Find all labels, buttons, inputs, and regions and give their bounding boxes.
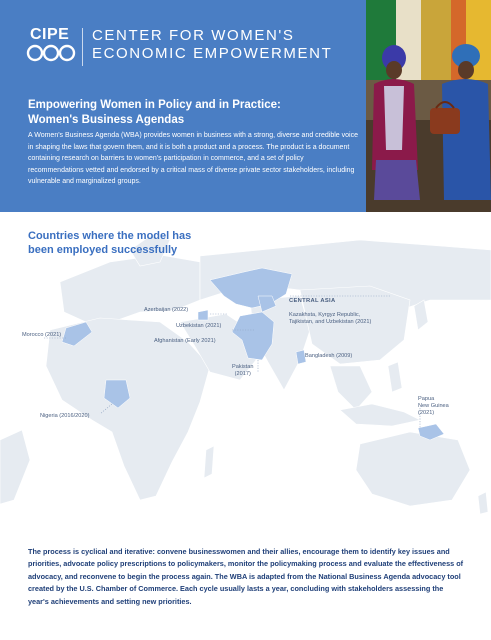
hero-body-text: A Women's Business Agenda (WBA) provides women in business with a strong, diverse and credible voice in shaping the laws that govern them, and it is both a product and a process. The product is a document containing research on barriers to women's participation in commerce, and a set of policy recommendations vetted and endorsed by a critical mass of diverse private sector stakeholders, including vulnerable and marginalized groups. [28, 132, 358, 186]
map-title-line2: been employed successfully [28, 244, 178, 256]
map-africa [46, 318, 210, 500]
label-pakistan [232, 364, 253, 378]
label-uzbekistan: Uzbekistan (2021) [176, 323, 222, 329]
organization-name [92, 27, 372, 63]
label-morocco: Morocco (2021) [22, 332, 62, 338]
map-title-line1: Countries where the model has [28, 230, 192, 242]
label-central-asia-line1: Kazakhsta, Kyrgyz Republic, [289, 312, 361, 318]
highlight-azerbaijan [198, 310, 208, 320]
map-new-zealand [478, 492, 488, 514]
map-australia [356, 432, 470, 506]
map-japan [414, 300, 428, 330]
label-pakistan-year: (2017) [234, 371, 251, 377]
label-central-asia-countries [289, 312, 371, 326]
footer-text: The process is cyclical and iterative: convene businesswomen and their allies, encourage them to identify key issues and priorities, advocate policy prescriptions to policymakers, monitor the policymaking process and evaluate the effectiveness of advocacy, and reconvene to begin the process again. The WBA is adapted from the National Business Agenda advocacy tool created by the U.S. Chamber of Commerce. Each cycle usually lasts a year, concluding with stakeholders assessing the year's achievements and setting new priorities. [28, 547, 464, 606]
label-png-line3: (2021) [418, 410, 435, 416]
map-south-america [0, 430, 30, 504]
org-name-line1: CENTER FOR WOMEN'S [92, 27, 295, 44]
map-philippines [388, 362, 402, 392]
org-name-line2: ECONOMIC EMPOWERMENT [92, 45, 333, 62]
label-central-asia-header: CENTRAL ASIA [289, 298, 336, 304]
cipe-logo: CIPE [30, 26, 70, 43]
label-azerbaijan: Azerbaijan (2022) [144, 307, 189, 313]
cipe-logo-rings [26, 44, 76, 62]
header-photo [366, 0, 491, 212]
photo-illustration [366, 0, 491, 212]
hero-title-line1: Empowering Women in Policy and in Practice: [28, 99, 281, 111]
label-afghanistan: Afghanistan (Early 2021) [154, 338, 216, 344]
map-madagascar [204, 446, 214, 478]
hero-title [28, 98, 358, 128]
label-central-asia-line2: Tajikistan, and Uzbekistan (2021) [289, 319, 372, 325]
header-divider [82, 28, 83, 66]
label-pakistan-name: Pakistan [232, 364, 254, 370]
map-indonesia [340, 404, 420, 426]
label-png-line1: Papua [418, 396, 435, 402]
map-title [28, 229, 228, 257]
hero-title-line2: Women's Business Agendas [28, 114, 185, 126]
map-southeast-asia [330, 366, 372, 410]
label-png-line2: New Guinea [418, 403, 449, 409]
label-papua-new-guinea [418, 396, 449, 417]
label-nigeria: Nigeria (2016/2020) [40, 413, 90, 419]
label-bangladesh: Bangladesh (2009) [305, 353, 353, 359]
